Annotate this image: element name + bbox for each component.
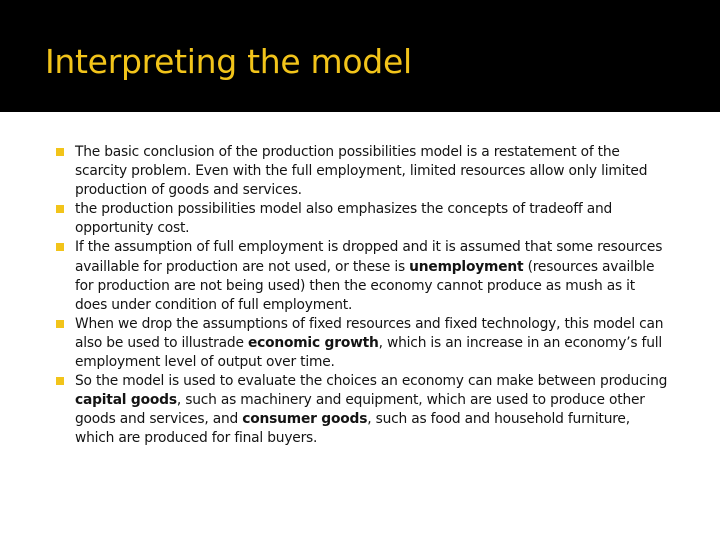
square-bullet-icon	[56, 243, 64, 251]
bullet-item-4	[56, 315, 668, 372]
bullet-text-4-after: , which is an increase in an economy’s full employment level of output over time.	[75, 334, 663, 371]
square-bullet-icon	[56, 377, 64, 385]
bullet-item-5	[56, 372, 668, 448]
square-bullet-icon	[56, 148, 64, 156]
square-bullet-icon	[56, 320, 64, 328]
bullet-list	[56, 143, 668, 449]
term-capital-goods: capital goods	[75, 392, 177, 409]
title-band	[0, 0, 720, 112]
square-bullet-icon	[56, 205, 64, 213]
bullet-text-3-before: If the assumption of full employment is dropped and it is assumed that some resources availlable for production are not used, or these is	[75, 239, 663, 275]
bullet-text-3-after: (resources availble for production are not being used) then the economy cannot produce as mush as it does under condition of full employment.	[75, 258, 655, 313]
bullet-item-1	[56, 143, 668, 200]
bullet-text-1: The basic conclusion of the production possibilities model is a restatement of the scarcity problem. Even with the full employment, limited resources allow only limited production of goods and services.	[75, 144, 648, 199]
bullet-text-4-before: When we drop the assumptions of fixed resources and fixed technology, this model can also be used to illustrade	[75, 315, 664, 351]
bullet-text-2: the production possibilities model also emphasizes the concepts of tradeoff and opportunity cost.	[75, 201, 613, 237]
term-consumer-goods: consumer goods	[242, 411, 368, 428]
bullet-text-5-before: So the model is used to evaluate the choices an economy can make between producing	[75, 373, 668, 390]
bullet-item-3	[56, 238, 668, 314]
bullet-text-5-middle: , such as machinery and equipment, which are used to produce other goods and services, and	[75, 392, 645, 428]
bullet-item-2	[56, 200, 668, 238]
bullet-text-5-after: , such as food and household furniture, which are produced for final buyers.	[75, 411, 630, 447]
term-unemployment: unemployment	[409, 258, 524, 275]
slide-title: Interpreting the model	[45, 42, 412, 81]
term-economic-growth: economic growth	[247, 334, 379, 351]
